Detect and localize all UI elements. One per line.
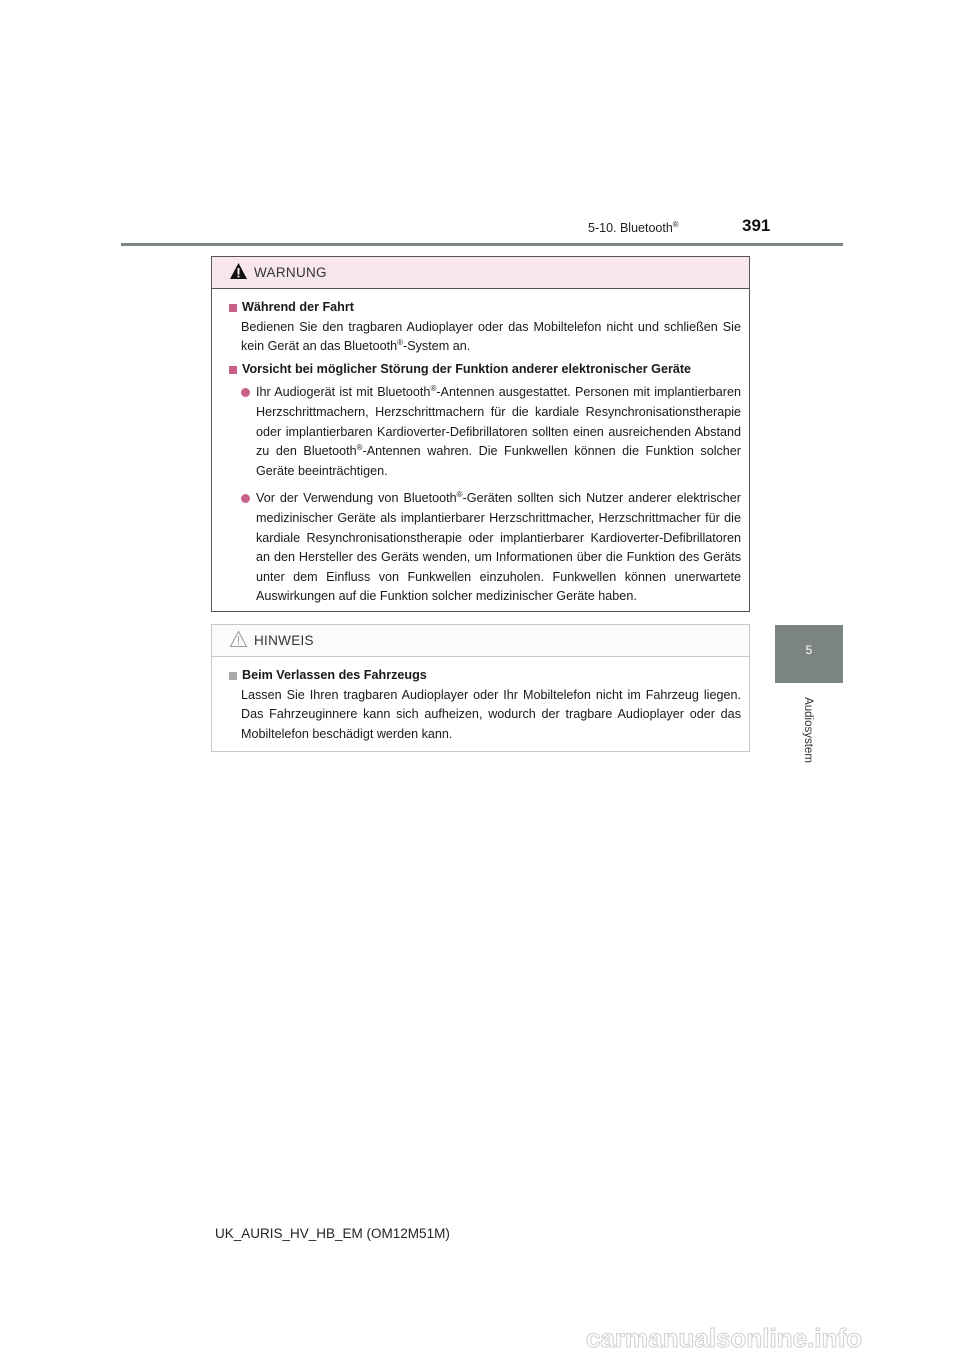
circle-bullet-icon — [241, 388, 250, 397]
svg-text:carmanualsonline.info: carmanualsonline.info — [586, 1323, 862, 1353]
section-title: 5-10. Bluetooth® — [588, 219, 679, 235]
watermark — [586, 1323, 956, 1353]
notice-title: HINWEIS — [254, 633, 314, 648]
notice-paragraph: Lassen Sie Ihren tragbaren Audioplayer oder Ihr Mobiltelefon nicht im Fahrzeug liegen. Das Fahrzeuginnere kann sich aufheizen, wodurch der tragbare Audioplayer oder das Mobiltelefon beschädigt werden kann. — [241, 687, 741, 741]
warning-paragraph: Bedienen Sie den tragbaren Audioplayer oder das Mobiltelefon nicht und schließen Sie kein Gerät an das Bluetooth®-System an. — [241, 319, 741, 354]
chapter-number: 5 — [805, 643, 813, 657]
header-rule — [121, 243, 843, 246]
warning-title: WARNUNG — [254, 265, 327, 280]
chapter-label: Audiosystem — [802, 697, 814, 763]
circle-bullet-icon — [241, 494, 250, 503]
square-bullet-icon — [229, 672, 237, 680]
chapter-tab — [775, 625, 843, 683]
page-number: 391 — [742, 216, 771, 235]
list-item: Vor der Verwendung von Bluetooth®-Geräten sollten sich Nutzer anderer elektrischer medizinischer Geräte als implantierbarer Herzschrittmacher, Herzschrittmacher für die kardiale Resynchronisationstherapie oder implantierbarer Kardioverter-Defibrillatoren an den Hersteller des Geräts wenden, um Informationen über die Funktion des Geräts unter dem Einfluss von Funkwellen einzuholen. Funkwellen können unerwartete Auswirkungen auf die Funktion solcher medizinischer Geräte haben. — [229, 489, 741, 607]
document-code: UK_AURIS_HV_HB_EM (OM12M51M) — [215, 1226, 450, 1241]
warning-heading-driving: Während der Fahrt — [229, 298, 741, 318]
caution-outline-icon — [229, 630, 248, 648]
notice-heading: Beim Verlassen des Fahrzeugs — [229, 666, 741, 686]
square-bullet-icon — [229, 304, 237, 312]
list-item: Ihr Audiogerät ist mit Bluetooth®-Antennen ausgestattet. Personen mit implantierbaren Herzschrittmachern, Herzschrittmachern für die kardiale Resynchronisationstherapie oder implantierbaren Kardioverter-Defibrillatoren sollten einen ausreichenden Abstand zu den Bluetooth®-Antennen wahren. Die Funkwellen können die Funktion solcher Geräte beeinträchtigen. — [229, 383, 741, 481]
notice-header — [212, 625, 749, 657]
notice-box — [211, 624, 750, 752]
warning-header — [212, 257, 749, 289]
warning-heading-interference: Vorsicht bei möglicher Störung der Funktion anderer elektronischer Geräte — [229, 360, 741, 380]
square-bullet-icon — [229, 366, 237, 374]
warning-icon — [229, 262, 248, 280]
warning-box — [211, 256, 750, 612]
